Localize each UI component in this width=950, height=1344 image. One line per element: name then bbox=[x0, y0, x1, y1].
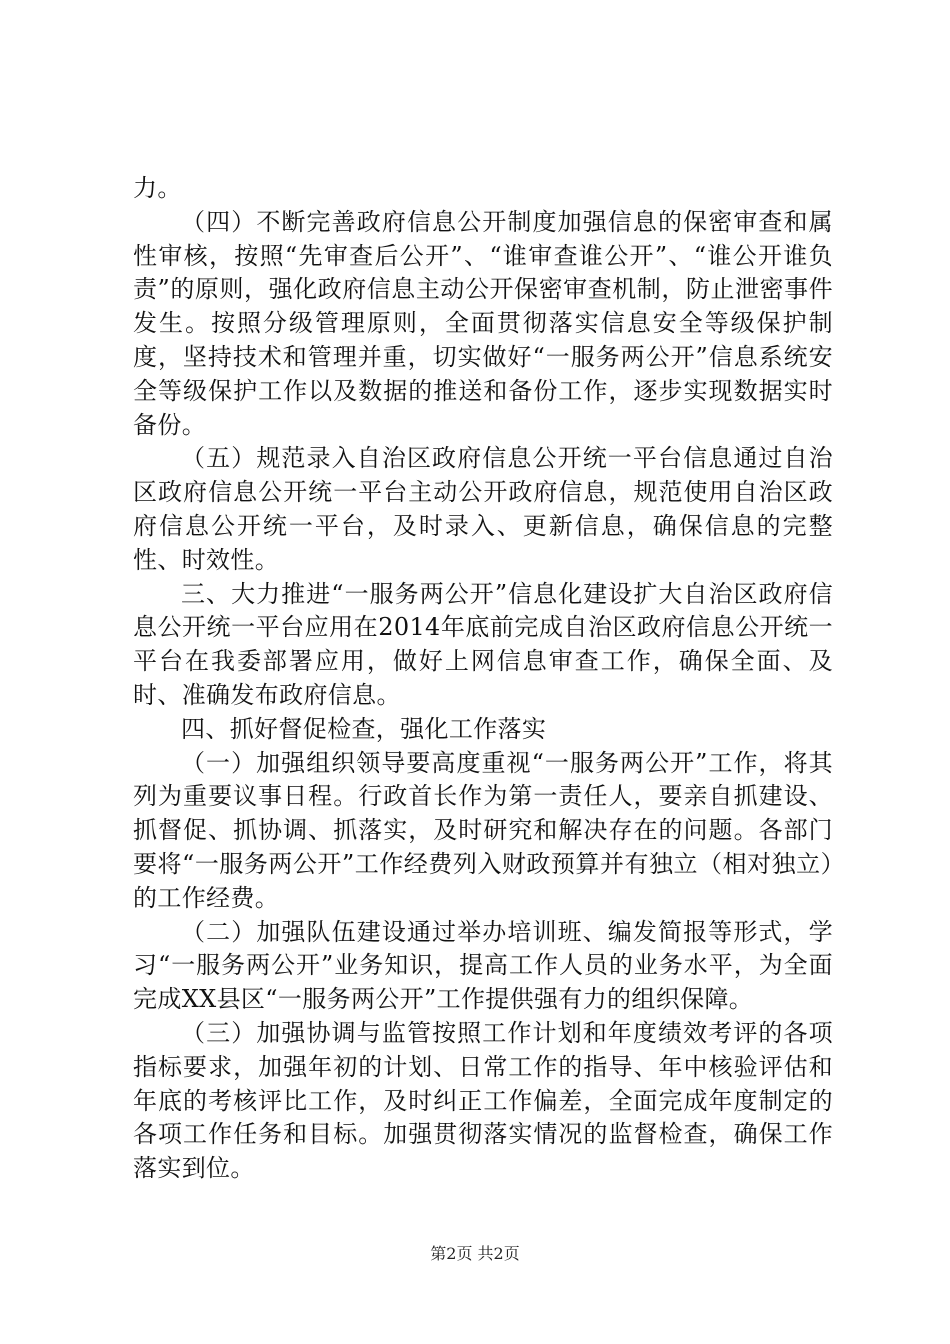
paragraph-item-2: （二）加强队伍建设通过举办培训班、编发简报等形式，学习“一服务两公开”业务知识，提高工作人员的业务水平，为全面完成XX县区“一服务两公开”工作提供强有力的组织保障。 bbox=[133, 917, 833, 1014]
paragraph-heading-4: 四、抓好督促检查，强化工作落实 bbox=[181, 714, 547, 743]
paragraph-item-3: （三）加强协调与监管按照工作计划和年度绩效考评的各项指标要求，加强年初的计划、日常工作的指导、年中核验评估和年底的考核评比工作，及时纠正工作偏差，全面完成年度制定的各项工作任务和目标。加强贯彻落实情况的监督检查，确保工作落实到位。 bbox=[133, 1018, 833, 1183]
page-number-label: 第2页 共2页 bbox=[430, 1244, 520, 1263]
paragraph-heading-3: 三、大力推进“一服务两公开”信息化建设扩大自治区政府信息公开统一平台应用在2014年底前完成自治区政府信息公开统一平台在我委部署应用，做好上网信息审查工作，确保全面、及时、准确发布政府信息。 bbox=[133, 579, 833, 709]
paragraph-continuation: 力。 bbox=[133, 174, 182, 202]
page-footer bbox=[0, 1244, 950, 1264]
paragraph-section-4: （四）不断完善政府信息公开制度加强信息的保密审查和属性审核，按照“先审查后公开”、“谁审查谁公开”、“谁公开谁负责”的原则，强化政府信息主动公开保密审查机制，防止泄密事件发生。按照分级管理原则，全面贯彻落实信息安全等级保护制度，坚持技术和管理并重，切实做好“一服务两公开”信息系统安全等级保护工作以及数据的推送和备份工作，逐步实现数据实时备份。 bbox=[133, 207, 833, 439]
paragraph-section-5: （五）规范录入自治区政府信息公开统一平台信息通过自治区政府信息公开统一平台主动公开政府信息，规范使用自治区政府信息公开统一平台，及时录入、更新信息，确保信息的完整性、时效性。 bbox=[133, 444, 833, 574]
document-body bbox=[133, 172, 833, 1186]
paragraph-item-1: （一）加强组织领导要高度重视“一服务两公开”工作，将其列为重要议事日程。行政首长作为第一责任人，要亲自抓建设、抓督促、抓协调、抓落实，及时研究和解决存在的问题。各部门要将“一服务两公开”工作经费列入财政预算并有独立（相对独立）的工作经费。 bbox=[133, 748, 833, 912]
